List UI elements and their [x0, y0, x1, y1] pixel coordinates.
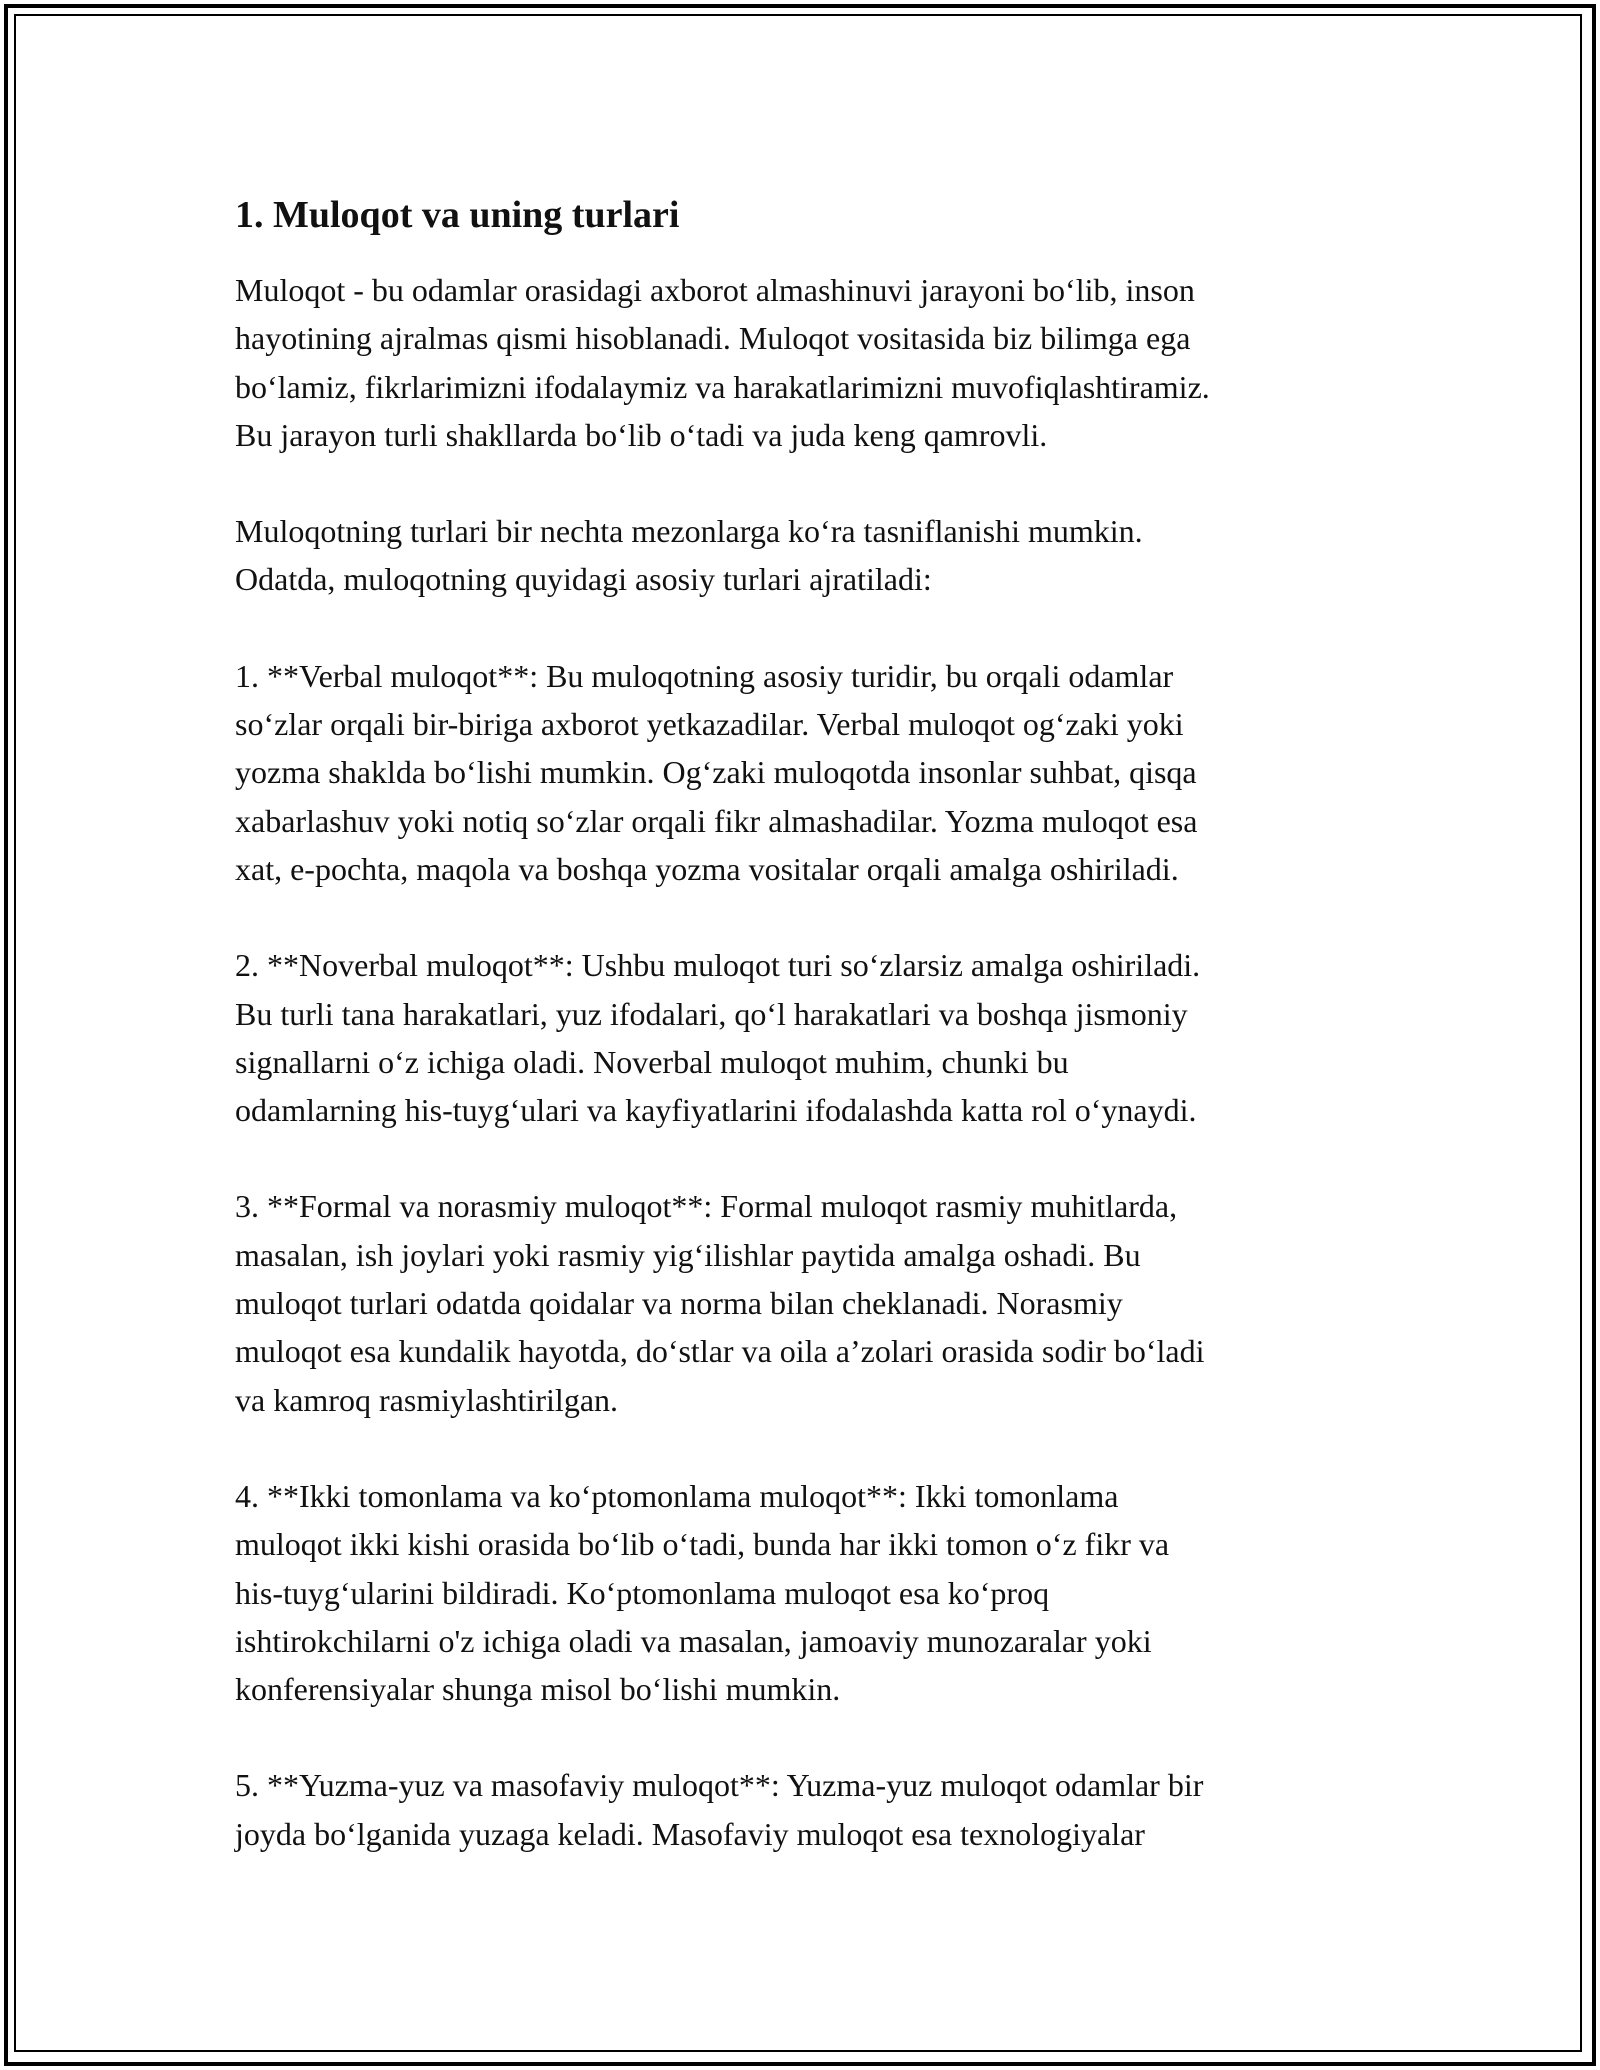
- paragraph-two-way: 4. **Ikki tomonlama va ko‘ptomonlama muloqot**: Ikki tomonlama muloqot ikki kishi orasida bo‘lib o‘tadi, bunda har ikki tomon o‘z fikr va his-tuyg‘ularini bildiradi. Ko‘ptomonlama muloqot esa ko‘proq ishtirokchilarni o'z ichiga oladi va masalan, jamoaviy munozaralar yoki konferensiyalar shunga misol bo‘lishi mumkin.: [235, 1477, 1170, 1708]
- paragraph-verbal: 1. **Verbal muloqot**: Bu muloqotning asosiy turidir, bu orqali odamlar so‘zlar orqali bir-biriga axborot yetkazadilar. Verbal muloqot og‘zaki yoki yozma shaklda bo‘lishi mumkin. Og‘zaki muloqotda insonlar suhbat, qisqa xabarlashuv yoki notiq so‘zlar orqali fikr almashadilar. Yozma muloqot esa xat, e-pochta, maqola va boshqa yozma vositalar orqali amalga oshiriladi.: [235, 657, 1198, 887]
- document-body: [235, 190, 1375, 1906]
- paragraph-intro: Muloqot - bu odamlar orasidagi axborot almashinuvi jarayoni bo‘lib, inson hayotining ajralmas qismi hisoblanadi. Muloqot vositasida biz bilimga ega bo‘lamiz, fikrlarimizni ifodalaymiz va harakatlarimizni muvofiqlashtiramiz. Bu jarayon turli shakllarda bo‘lib o‘tadi va juda keng qamrovli.: [235, 272, 1210, 453]
- paragraph-face-to-face: 5. **Yuzma-yuz va masofaviy muloqot**: Yuzma-yuz muloqot odamlar bir joyda bo‘lganida yuzaga keladi. Masofaviy muloqot esa texnologiyalar: [235, 1767, 1204, 1852]
- paragraph-nonverbal: 2. **Noverbal muloqot**: Ushbu muloqot turi so‘zlarsiz amalga oshiriladi. Bu turli tana harakatlari, yuz ifodalari, qo‘l harakatlari va boshqa jismoniy signallarni o‘z ichiga oladi. Noverbal muloqot muhim, chunki bu odamlarning his-tuyg‘ulari va kayfiyatlarini ifodalashda katta rol o‘ynaydi.: [235, 947, 1201, 1129]
- paragraph-formal: 3. **Formal va norasmiy muloqot**: Formal muloqot rasmiy muhitlarda, masalan, ish joylari yoki rasmiy yig‘ilishlar paytida amalga oshadi. Bu muloqot turlari odatda qoidalar va norma bilan cheklanadi. Norasmiy muloqot esa kundalik hayotda, do‘stlar va oila a’zolari orasida sodir bo‘ladi va kamroq rasmiylashtirilgan.: [235, 1188, 1205, 1418]
- paragraph-types-intro: Muloqotning turlari bir nechta mezonlarga ko‘ra tasniflanishi mumkin. Odatda, muloqotning quyidagi asosiy turlari ajratiladi:: [235, 513, 1143, 598]
- section-heading: 1. Muloqot va uning turlari: [235, 194, 680, 236]
